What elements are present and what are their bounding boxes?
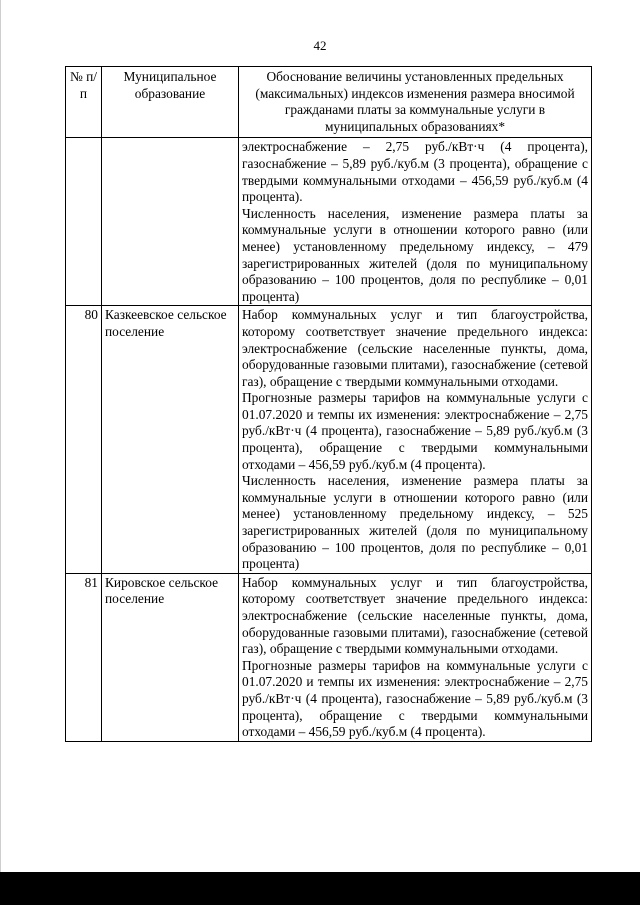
paragraph: Численность населения, изменение размера платы за коммунальные услуги в отношении которого равно (или менее) установленному предельному индексу, – 525 зарегистрированных жителей (доля по муниципальному образованию – 100 процентов, доля по республике – 0,01 процента): [242, 473, 588, 572]
row-num: [66, 138, 102, 306]
row-justification: [239, 306, 592, 574]
table-row: [66, 573, 592, 741]
row-num: 80: [66, 306, 102, 574]
paragraph: Прогнозные размеры тарифов на коммунальные услуги с 01.07.2020 и темпы их изменения: электроснабжение – 2,75 руб./кВт·ч (4 процента), газоснабжение – 5,89 руб./куб.м (3 процента), обращение с твердыми коммунальными отходами – 456,59 руб./куб.м (4 процента).: [242, 390, 588, 472]
paragraph: Набор коммунальных услуг и тип благоустройства, которому соответствует значение предельного индекса: электроснабжение (сельские населенные пункты, дома, оборудованные газовыми плитами), газоснабжение (сетевой газ), обращение с твердыми коммунальными отходами.: [242, 574, 588, 657]
table-row: [66, 138, 592, 306]
table-header-row: [66, 67, 592, 138]
paragraph: электроснабжение – 2,75 руб./кВт·ч (4 процента), газоснабжение – 5,89 руб./куб.м (3 процента), обращение с твердыми коммунальными отходами – 456,59 руб./куб.м (4 процента).: [242, 139, 588, 205]
scan-bottom-border: [0, 872, 640, 905]
paragraph: Прогнозные размеры тарифов на коммунальные услуги с 01.07.2020 и темпы их изменения: электроснабжение – 2,75 руб./кВт·ч (4 процента), газоснабжение – 5,89 руб./куб.м (3 процента), обращение с твердыми коммунальными отходами – 456,59 руб./куб.м (4 процента).: [242, 657, 588, 740]
row-justification: [239, 138, 592, 306]
scan-edge: [0, 0, 1, 872]
header-municipality: Муниципальное образование: [102, 67, 239, 138]
paragraph: Набор коммунальных услуг и тип благоустройства, которому соответствует значение предельного индекса: электроснабжение (сельские населенные пункты, дома, оборудованные газовыми плитами), газоснабжение (сетевой газ), обращение с твердыми коммунальными отходами.: [242, 307, 588, 389]
table-row: [66, 306, 592, 574]
header-num: № п/п: [66, 67, 102, 138]
row-municipality: Казкеевское сельское поселение: [102, 306, 239, 574]
tariff-table: [65, 66, 592, 742]
header-justification: Обоснование величины установленных предельных (максимальных) индексов изменения размера вносимой гражданами платы за коммунальные услуги в муниципальных образованиях*: [239, 67, 592, 138]
row-num: 81: [66, 573, 102, 741]
paragraph: Численность населения, изменение размера платы за коммунальные услуги в отношении которого равно (или менее) установленному предельному индексу, – 479 зарегистрированных жителей (доля по муниципальному образованию – 100 процентов, доля по республике – 0,01 процента): [242, 205, 588, 304]
row-justification: [239, 573, 592, 741]
page-number: 42: [313, 38, 327, 53]
row-municipality: [102, 138, 239, 306]
row-municipality: Кировское сельское поселение: [102, 573, 239, 741]
